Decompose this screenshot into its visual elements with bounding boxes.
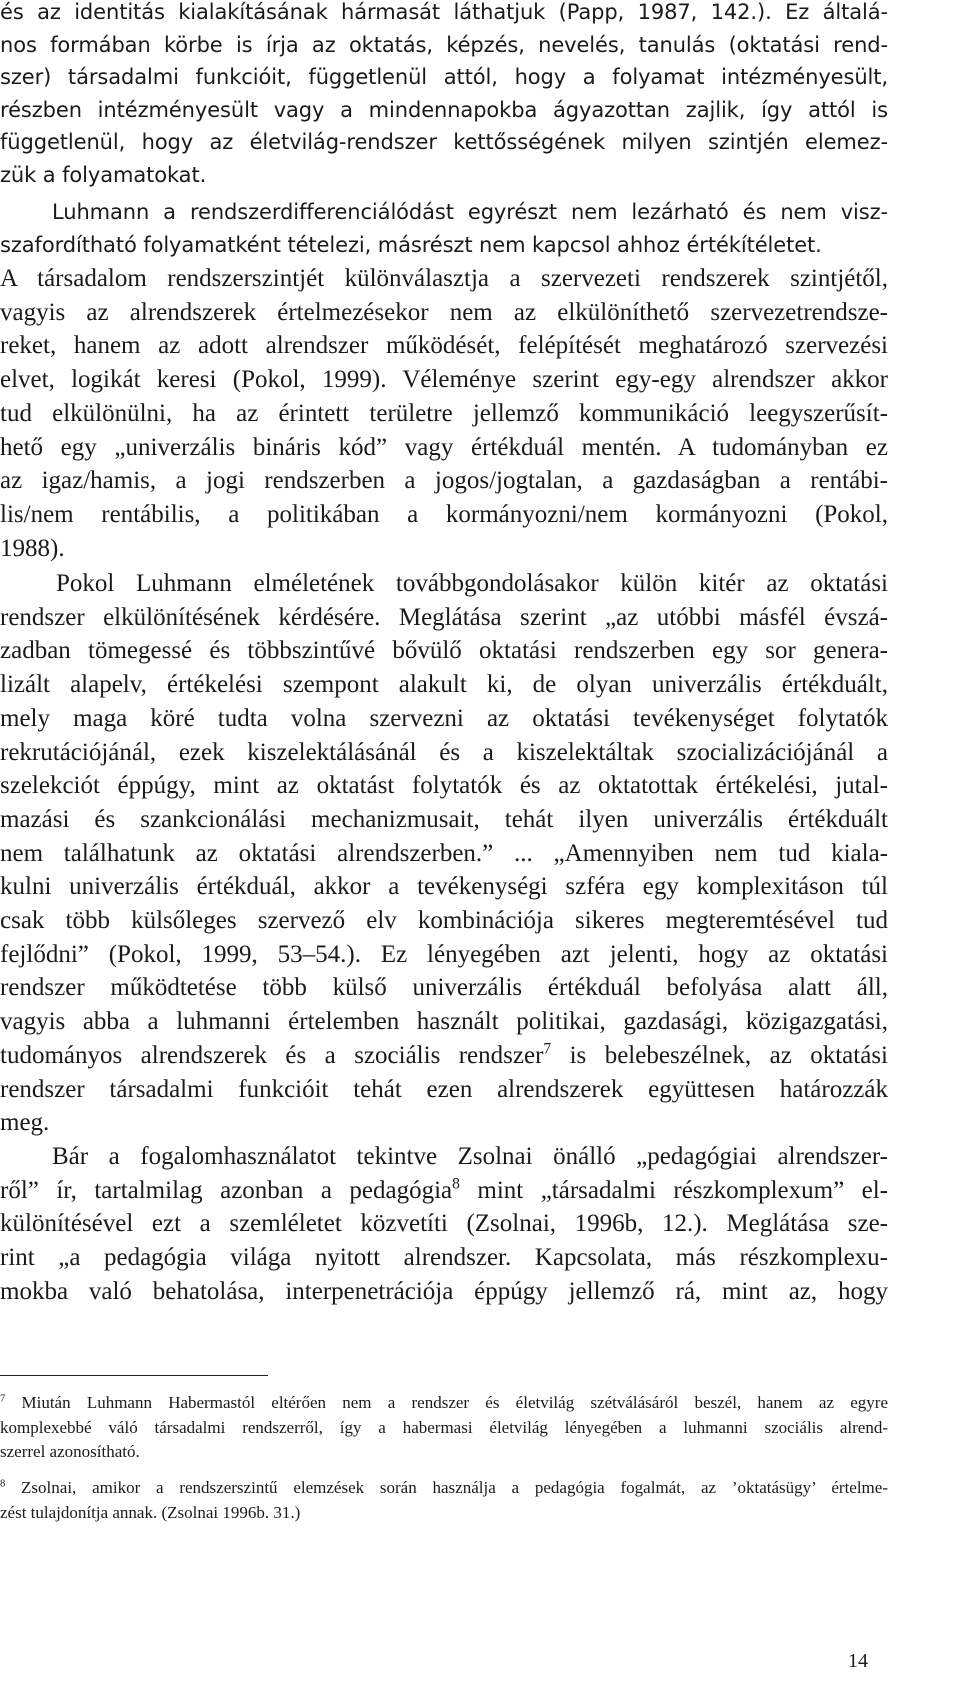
- text-line: mazási és szankcionálási mechanizmusait, tehát ilyen univerzális értékduált: [0, 805, 888, 833]
- page-number: 14: [848, 1650, 868, 1672]
- footnote-mark: 7: [0, 1393, 6, 1405]
- text-line: és az identitás kialakításának hármasát láthatjuk (Papp, 1987, 142.). Ez általá-: [0, 0, 888, 24]
- text-segment: mint „társadalmi részkomplexum” el-: [459, 1176, 888, 1204]
- text-line: szer) társadalmi funkcióit, függetlenül attól, hogy a folyamat intézményesült,: [0, 65, 888, 90]
- footnote-line: komplexebbé váló társadalmi rendszerről, így a habermasi életvilág lényegében a luhmanni szociális alrend-: [0, 1417, 888, 1437]
- paragraph-2: [0, 196, 888, 261]
- text-line: különítésével ezt a szemléletet közvetíti (Zsolnai, 1996b, 12.). Meglátása sze-: [0, 1210, 888, 1238]
- text-line: rendszer működtetése több külső univerzális értékduál befolyása alatt áll,: [0, 974, 888, 1002]
- text-line: az igaz/hamis, a jogi rendszerben a jogos/jogtalan, a gazdaságban a rentábi-: [0, 467, 888, 495]
- text-line: vagyis abba a luhmanni értelemben használt politikai, gazdasági, közigazgatási,: [0, 1008, 888, 1036]
- text-line: 1988).: [0, 534, 65, 562]
- paragraph-5: [0, 1140, 888, 1309]
- text-line: részben intézményesült vagy a mindennapokba ágyazottan zajlik, így attól is: [0, 97, 888, 122]
- text-line: fejlődni” (Pokol, 1999, 53–54.). Ez lényegében azt jelenti, hogy az oktatási: [0, 940, 888, 968]
- text-segment: tudományos alrendszerek és a szociális rendszer: [0, 1041, 544, 1069]
- text-line: mely maga köré tudta volna szervezni az oktatási tevékenységet folytatók: [0, 704, 888, 732]
- text-line: rendszer társadalmi funkcióit tehát ezen alrendszerek együttesen határozzák: [0, 1075, 888, 1103]
- text-line-with-footnote: [0, 1039, 888, 1073]
- footnote-line: szerrel azonosítható.: [0, 1442, 140, 1461]
- text-line-with-footnote: [0, 1174, 888, 1208]
- footnote-line: [0, 1476, 888, 1501]
- footnote-mark: 8: [0, 1478, 6, 1490]
- footnote-separator: [0, 1375, 268, 1376]
- text-line: rekrutációjánál, ezek kiszelektálásánál és a kiszelektáltak szocializációjánál a: [0, 738, 888, 766]
- text-line: szafordítható folyamatként tételezi, másrészt nem kapcsol ahhoz értékítéletet.: [0, 232, 822, 257]
- text-line: mokba való behatolása, interpenetrációja éppúgy jellemző rá, mint az, hogy: [0, 1277, 888, 1305]
- text-line: Luhmann a rendszerdifferenciálódást egyrészt nem lezárható és nem visz-: [52, 200, 888, 224]
- paragraph-1: [0, 0, 888, 192]
- text-line: A társadalom rendszerszintjét különválasztja a szervezeti rendszerek szintjétől,: [0, 265, 888, 292]
- text-line: meg.: [0, 1109, 50, 1137]
- text-segment: Zsolnai, amikor a rendszerszintű elemzések során használja a pedagógia fogalmát, az ’oktatásügy’ értelme-: [5, 1478, 888, 1497]
- text-line: Pokol Luhmann elméletének továbbgondolásakor külön kitér az oktatási: [56, 570, 888, 597]
- text-line: nos formában körbe is írja az oktatás, képzés, nevelés, tanulás (oktatási rend-: [0, 32, 888, 57]
- paragraph-4: [0, 567, 888, 1140]
- text-line: rendszer elkülönítésének kérdésére. Meglátása szerint „az utóbbi másfél évszá-: [0, 603, 888, 631]
- footnote-line: [0, 1391, 888, 1416]
- text-segment: is belebeszélnek, az oktatási: [551, 1041, 888, 1069]
- text-line: függetlenül, hogy az életvilág-rendszer kettősségének milyen szintjén elemez-: [0, 130, 888, 155]
- text-line: zük a folyamatokat.: [0, 162, 207, 187]
- text-segment: Miután Luhmann Habermastól eltérően nem a rendszer és életvilág szétválásáról beszél, hanem az egyre: [5, 1393, 888, 1412]
- text-line: zadban tömegessé és többszintűvé bővülő oktatási rendszerben egy sor genera-: [0, 637, 888, 665]
- text-line: vagyis az alrendszerek értelmezésekor nem az elkülöníthető szervezetrendsze-: [0, 298, 888, 326]
- footnote-ref-7[interactable]: 7: [543, 1040, 552, 1058]
- footnote-8: [0, 1476, 888, 1525]
- footnote-line: zést tulajdonítja annak. (Zsolnai 1996b. 31.): [0, 1502, 301, 1522]
- text-line: csak több külsőleges szervező elv kombinációja sikeres megteremtésével tud: [0, 907, 888, 935]
- text-line: Bár a fogalomhasználatot tekintve Zsolnai önálló „pedagógiai alrendszer-: [52, 1143, 888, 1170]
- text-line: reket, hanem az adott alrendszer működését, felépítését meghatározó szervezési: [0, 332, 888, 360]
- text-line: rint „a pedagógia világa nyitott alrendszer. Kapcsolata, más részkomplexu-: [0, 1244, 888, 1272]
- text-line: szelekciót éppúgy, mint az oktatást folytatók és az oktatottak értékelési, jutal-: [0, 772, 888, 800]
- text-line: hető egy „univerzális bináris kód” vagy értékduál mentén. A tudományban ez: [0, 433, 888, 461]
- footnote-ref-8[interactable]: 8: [452, 1175, 460, 1193]
- text-line: elvet, logikát keresi (Pokol, 1999). Véleménye szerint egy-egy alrendszer akkor: [0, 366, 888, 394]
- text-line: nem találhatunk az oktatási alrendszerben.” ... „Amennyiben nem tud kiala-: [0, 839, 888, 867]
- text-line: lis/nem rentábilis, a politikában a kormányozni/nem kormányozni (Pokol,: [0, 500, 888, 528]
- footnote-7: [0, 1391, 888, 1465]
- text-line: kulni univerzális értékduál, akkor a tevékenységi szféra egy komplexitáson túl: [0, 873, 888, 901]
- text-line: tud elkülönülni, ha az érintett területre jellemző kommunikáció leegyszerűsít-: [0, 399, 888, 427]
- paragraph-3: [0, 262, 888, 565]
- text-segment: ről” ír, tartalmilag azonban a pedagógia: [0, 1176, 453, 1204]
- text-line: lizált alapelv, értékelési szempont alakult ki, de olyan univerzális értékduált,: [0, 671, 888, 699]
